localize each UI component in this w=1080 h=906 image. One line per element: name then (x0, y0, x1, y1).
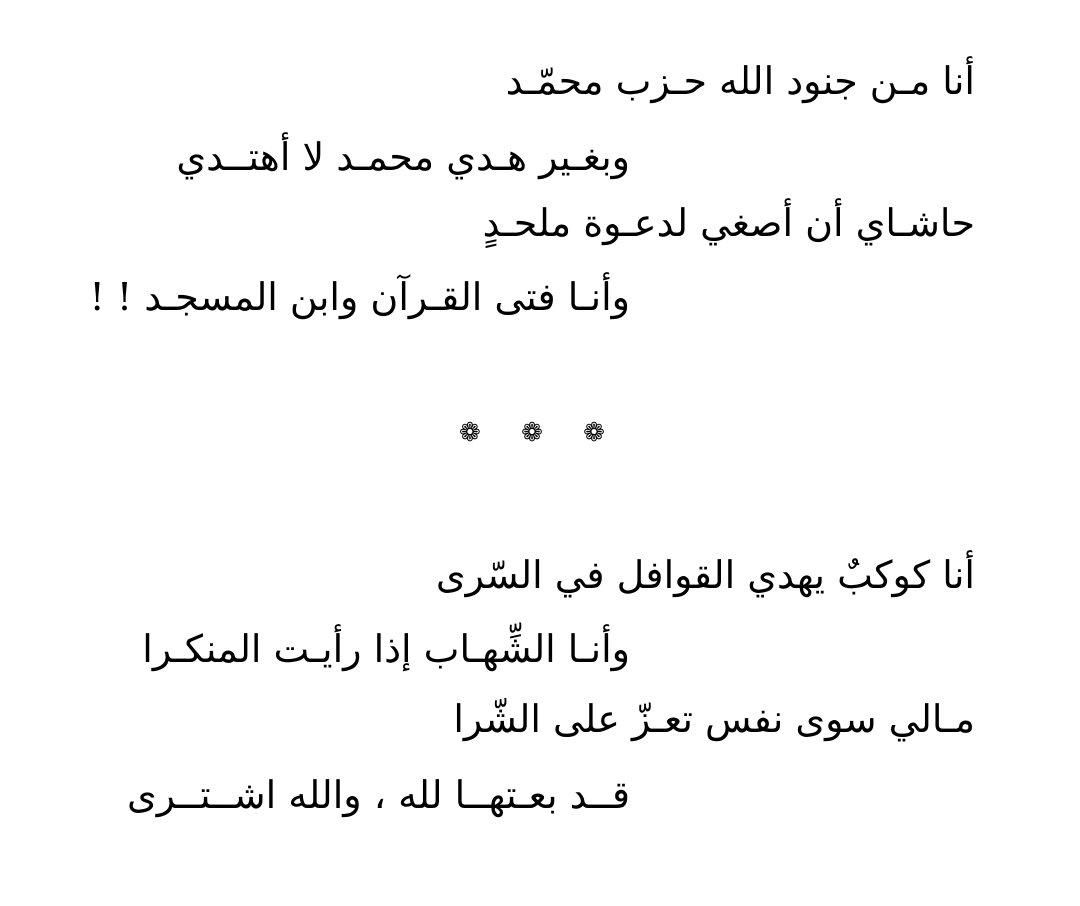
stanza2-line1: أنا كوكبٌ يهدي القوافل في السّرى (435, 553, 975, 597)
stanza1-line2: وبغـير هـدي محمـد لا أهتــدي (176, 135, 630, 179)
stanza1-line4: وأنـا فتى القـرآن وابن المسجـد ! ! (89, 275, 630, 319)
stanza1-line3: حاشـاي أن أصغي لدعـوة ملحـدٍ (482, 201, 975, 245)
stanza1-line1: أنا مـن جنود الله حـزب محمّـد (505, 59, 975, 103)
stanza2-line4: قــد بعـتهــا لله ، والله اشــتــرى (127, 773, 630, 817)
stanza2-line3: مـالي سوى نفس تعـزّ على الشّرا (453, 697, 975, 741)
stanza2-line2: وأنـا الشِّهـاب إذا رأيـت المنكـرا (142, 627, 630, 671)
stanza-separator-ornament: ❁ ❁ ❁ (459, 418, 621, 448)
